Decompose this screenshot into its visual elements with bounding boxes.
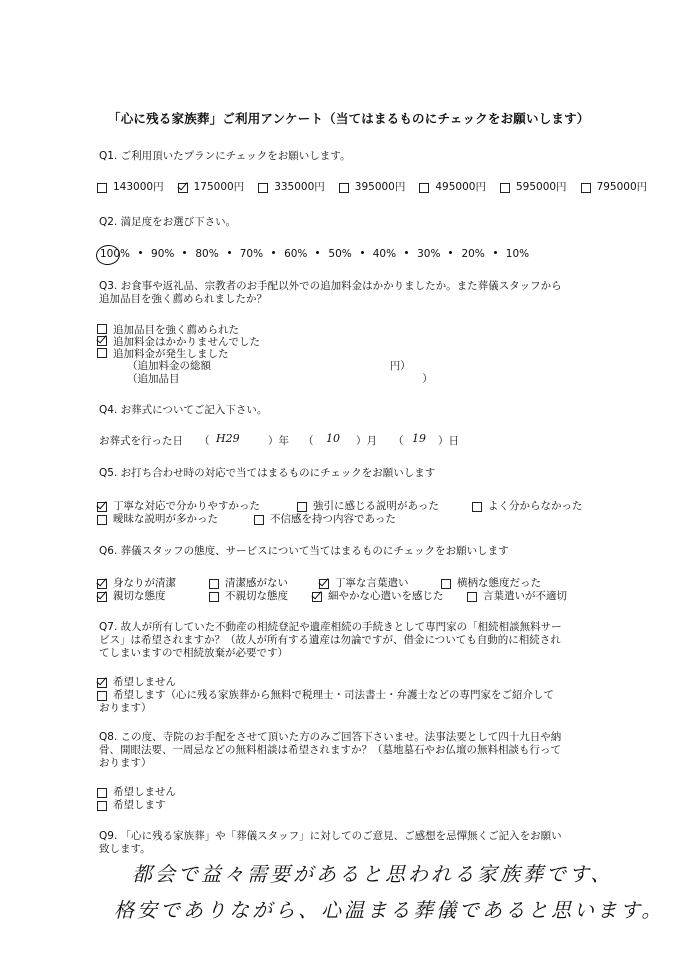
q7-option-1-cont: おります） [99,702,152,714]
q1-option-label-1: 175000円 [193,181,245,193]
q2-option-2[interactable]: 80% [195,248,219,260]
q8-option-0: 希望しません [113,786,176,798]
q4-day-value: 19 [412,432,426,445]
q4-day-open: （ [393,435,404,447]
q4-date-label: お葬式を行った日 [99,435,183,447]
q6-checkbox-4[interactable] [97,592,107,602]
q1-option-6 [581,181,648,194]
q5-opt-2-wrap [472,500,583,516]
scale-separator-dot [272,251,275,254]
q6-checkbox-1[interactable] [209,579,219,589]
q1-option-0 [97,181,164,194]
q9-handwritten-answer-line2: 格安でありながら、心温まる葬儀であると思います。 [114,898,665,922]
scale-separator-dot [405,251,408,254]
q9-question-line1: Q9. 「心に残る家族葬」や「葬儀スタッフ」に対してのご意見、ご感想を忌憚無くご記入をお願い [99,830,562,842]
q5-opt-4-wrap [254,513,396,529]
q3-option-1: 追加料金はかかりませんでした [113,336,260,348]
q6-option-5: 不親切な態度 [225,590,288,602]
q1-option-4 [419,181,486,194]
q3-detail-amount [127,360,411,373]
q6-checkbox-2[interactable] [319,579,329,589]
scale-separator-dot [316,251,319,254]
q1-option-2 [258,181,325,194]
scale-separator-dot [228,251,231,254]
q3-option-row-1 [97,336,260,348]
q3-checkbox-1[interactable] [97,336,107,346]
q1-option-label-4: 495000円 [435,181,486,193]
q5-checkbox-3[interactable] [97,515,107,525]
q6-question: Q6. 葬儀スタッフの態度、サービスについて当てはまるものにチェックをお願いします [99,545,509,557]
q7-checkbox-0[interactable] [97,678,107,688]
scale-separator-dot [494,251,497,254]
q1-checkbox-6[interactable] [581,183,591,193]
q4-day-unit: ）日 [438,435,459,447]
q3-option-0: 追加品目を強く薦められた [113,324,239,336]
q1-question: Q1. ご利用頂いたプランにチェックをお願いします。 [99,150,351,162]
q1-option-label-6: 795000円 [596,181,648,193]
q6-option-0: 身なりが清潔 [113,577,176,589]
scale-separator-dot [183,251,186,254]
q4-era-value: H29 [216,432,240,445]
q6-option-6: 細やかな心遣いを感じた [328,590,444,602]
q7-checkbox-1[interactable] [97,691,107,701]
q7-question-line1: Q7. 故人が所有していた不動産の相続登記や遺産相続の手続きとして専門家の「相続相談無料サー [99,621,562,633]
q4-era-open: （ [199,435,210,447]
q2-option-4[interactable]: 60% [284,248,308,260]
q6-checkbox-7[interactable] [467,592,477,602]
q2-options [100,248,529,261]
q3-option-row-2 [97,348,260,360]
q9-handwritten-answer-line1: 都会で益々需要があると思われる家族葬です、 [132,862,614,886]
q5-question: Q5. お打ち合わせ時の対応で当てはまるものにチェックをお願いします [99,467,436,479]
q3-item-label: （追加品目 [127,373,180,385]
q1-checkbox-4[interactable] [419,183,429,193]
q4-month-unit: ）月 [356,435,377,447]
q5-option-2: よく分からなかった [488,500,583,512]
q6-option-1: 清潔感がない [225,577,288,589]
q6-opt-6-wrap [312,590,444,606]
q3-item-close: ） [422,373,433,385]
q5-option-0: 丁寧な対応で分かりやすかった [113,500,260,512]
q9-question-line2: 致します。 [99,843,151,855]
q6-option-4: 親切な態度 [113,590,166,602]
q8-question-line1: Q8. この度、寺院のお手配をさせて頂いた方のみご回答下さいませ。法事法要として四十九日や納 [99,731,562,743]
q7-option-1: 希望します（心に残る家族葬から無料で税理士・司法書士・弁護士などの専門家をご紹介して [113,689,554,701]
q8-question-line2: 骨、開眼法要、一周忌などの無料相談は希望されますか？（墓地墓石やお仏壇の無料相談も行って [99,744,561,756]
q6-option-7: 言葉遣いが不適切 [483,590,567,602]
q3-option-2: 追加料金が発生しました [113,348,229,360]
q2-option-1[interactable]: 90% [151,248,175,260]
q1-option-label-3: 395000円 [354,181,406,193]
scale-separator-dot [449,251,452,254]
q1-checkbox-1[interactable] [178,183,188,193]
q5-option-4: 不信感を持つ内容であった [270,513,396,525]
q6-opt-7-wrap [467,590,567,606]
q5-checkbox-0[interactable] [97,502,107,512]
q1-checkbox-2[interactable] [258,183,268,193]
q5-option-1: 強引に感じる説明があった [313,500,439,512]
q6-checkbox-6[interactable] [312,592,322,602]
q7-question-line3: てしまいますので相続放棄が必要です） [99,647,288,659]
q2-option-3[interactable]: 70% [239,248,264,260]
q5-option-3: 曖昧な説明が多かった [113,513,218,525]
q3-option-row-0 [97,324,260,336]
q8-checkbox-0[interactable] [97,788,107,798]
survey-title: 「心に残る家族葬」ご利用アンケート（当てはまるものにチェックをお願いします） [108,111,590,126]
q5-checkbox-2[interactable] [472,502,482,512]
q3-amount-label: （追加料金の総額 [127,360,211,372]
q8-opt-1-wrap [97,799,166,815]
q1-option-label-0: 143000円 [113,181,164,193]
q3-options [97,324,260,360]
q7-option-0: 希望しません [113,676,176,688]
q6-checkbox-3[interactable] [441,579,451,589]
q2-option-5[interactable]: 50% [328,248,352,260]
q2-option-0[interactable]: 100% [100,248,131,260]
q1-option-1 [178,181,245,194]
q7-question-line2: ビス」は希望されますか？（故人が所有する遺産は勿論ですが、借金についても自動的に相続され [99,634,561,646]
q2-option-9[interactable]: 10% [505,248,530,260]
q5-checkbox-1[interactable] [297,502,307,512]
q6-opt-4-wrap [97,590,166,606]
q5-opt-3-wrap [97,513,218,529]
q3-amount-unit: 円） [389,360,411,372]
q4-month-value: 10 [326,432,340,445]
q2-option-6[interactable]: 40% [372,248,397,260]
q1-checkbox-5[interactable] [500,183,510,193]
scale-separator-dot [139,251,142,254]
q4-year-unit: ）年 [268,435,289,447]
q4-question: Q4. お葬式についてご記入下さい。 [99,404,268,416]
q1-options [97,181,647,194]
q3-detail-item [127,373,433,386]
q2-option-8[interactable]: 20% [461,248,485,260]
q1-checkbox-3[interactable] [339,183,349,193]
q8-checkbox-1[interactable] [97,801,107,811]
q1-option-3 [339,181,406,194]
q6-checkbox-0[interactable] [97,579,107,589]
q6-checkbox-5[interactable] [209,592,219,602]
q6-opt-5-wrap [209,590,288,606]
q1-option-5 [500,181,567,194]
q1-option-label-5: 595000円 [515,181,567,193]
scale-separator-dot [361,251,364,254]
q3-question-line2: 追加品目を強く薦められましたか？ [99,293,267,305]
q2-question: Q2. 満足度をお選び下さい。 [99,216,237,228]
q6-option-2: 丁寧な言葉遣い [335,577,409,589]
q8-option-1: 希望します [113,799,166,811]
q2-option-7[interactable]: 30% [417,248,441,260]
q3-question-line1: Q3. お食事や返礼品、宗教者のお手配以外での追加料金はかかりましたか。また葬儀スタッフから [99,280,562,292]
q5-checkbox-4[interactable] [254,515,264,525]
q8-question-line3: おります） [99,757,152,769]
q6-option-3: 横柄な態度だった [457,577,541,589]
q3-checkbox-2[interactable] [97,348,107,358]
q4-month-open: （ [303,435,314,447]
q1-option-label-2: 335000円 [274,181,325,193]
q7-opt-1-wrap [97,689,554,705]
q1-checkbox-0[interactable] [97,183,107,193]
